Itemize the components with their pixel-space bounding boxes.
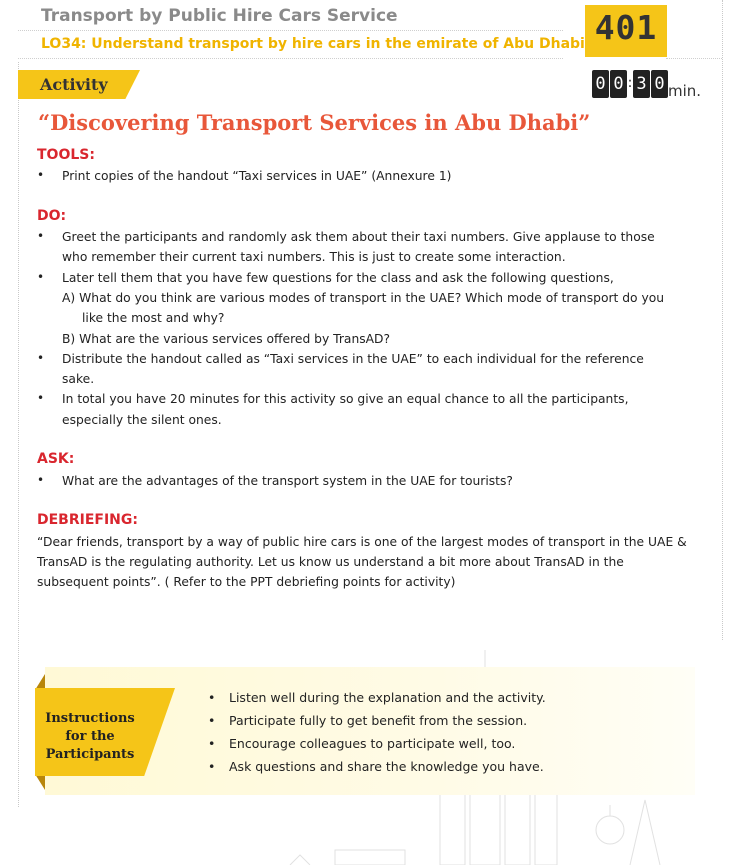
do-subitem-cont: like the most and why? — [82, 311, 225, 325]
instruction-item — [208, 736, 515, 751]
instruction-item — [208, 759, 544, 774]
do-subitem: A) What do you think are various modes of transport in the UAE? Which mode of transport do you — [62, 291, 665, 305]
instructions-label — [40, 710, 140, 764]
activity-tag-label: Activity — [40, 75, 108, 94]
do-line: sake. — [62, 372, 95, 386]
do-line: Later tell them that you have few questions for the class and ask the following questions, — [62, 271, 614, 285]
module-code: 401 — [594, 8, 658, 47]
timer-digit: 3 — [633, 70, 650, 98]
timer-colon: : — [627, 75, 633, 91]
instruction-text: Participate fully to get benefit from the session. — [229, 713, 528, 728]
instruction-text: Ask questions and share the knowledge you have. — [229, 759, 544, 774]
do-line: Greet the participants and randomly ask them about their taxi numbers. Give applause to those — [62, 230, 655, 244]
bullet: • — [208, 713, 216, 728]
page-border-right — [722, 0, 723, 640]
do-line: Distribute the handout called as “Taxi services in the UAE” to each individual for the reference — [62, 352, 644, 366]
instruction-item — [208, 690, 546, 705]
timer-digit: 0 — [610, 70, 627, 98]
instructions-fold-top — [35, 674, 45, 690]
instructions-label-line: for the — [65, 729, 115, 744]
debriefing-line: “Dear friends, transport by a way of public hire cars is one of the largest modes of transport in the UAE & — [37, 535, 687, 549]
bullet: • — [37, 473, 45, 487]
do-subitem: B) What are the various services offered by TransAD? — [62, 332, 391, 346]
do-line: especially the silent ones. — [62, 413, 222, 427]
header-divider-2 — [18, 58, 563, 59]
bullet: • — [37, 168, 45, 182]
bullet: • — [208, 690, 216, 705]
bullet: • — [37, 351, 45, 365]
module-title: Transport by Public Hire Cars Service — [41, 6, 398, 26]
debriefing-line: subsequent points”. ( Refer to the PPT debriefing points for activity) — [37, 575, 456, 589]
tools-item: Print copies of the handout “Taxi services in UAE” (Annexure 1) — [62, 169, 452, 183]
instructions-fold-bottom — [35, 774, 45, 790]
do-line: In total you have 20 minutes for this activity so give an equal chance to all the participants, — [62, 392, 629, 406]
instruction-text: Listen well during the explanation and the activity. — [229, 690, 546, 705]
instruction-text: Encourage colleagues to participate well, too. — [229, 736, 516, 751]
bullet: • — [208, 736, 216, 751]
debriefing-line: TransAD is the regulating authority. Let us know us understand a bit more about TransAD in the — [37, 555, 624, 569]
header-divider-3 — [666, 58, 722, 59]
bullet: • — [37, 391, 45, 405]
ask-item: What are the advantages of the transport system in the UAE for tourists? — [62, 474, 513, 488]
learning-objective: LO34: Understand transport by hire cars in the emirate of Abu Dhabi — [41, 36, 585, 52]
timer-digit: 0 — [592, 70, 609, 98]
instructions-label-line: Instructions — [45, 711, 135, 726]
bullet: • — [208, 759, 216, 774]
do-heading: DO: — [37, 208, 67, 224]
timer-digit: 0 — [651, 70, 668, 98]
ask-heading: ASK: — [37, 451, 75, 467]
activity-title: “Discovering Transport Services in Abu Dhabi” — [38, 110, 591, 135]
do-line: who remember their current taxi numbers. This is just to create some interaction. — [62, 250, 566, 264]
timer-unit: min. — [668, 82, 702, 100]
page-border-left — [18, 62, 19, 807]
tools-heading: TOOLS: — [37, 147, 95, 163]
module-code-badge — [585, 0, 667, 57]
header-divider-1 — [18, 30, 563, 31]
bullet: • — [37, 270, 45, 284]
instructions-label-line: Participants — [45, 747, 135, 762]
debriefing-heading: DEBRIEFING: — [37, 512, 138, 528]
instruction-item — [208, 713, 527, 728]
bullet: • — [37, 229, 45, 243]
